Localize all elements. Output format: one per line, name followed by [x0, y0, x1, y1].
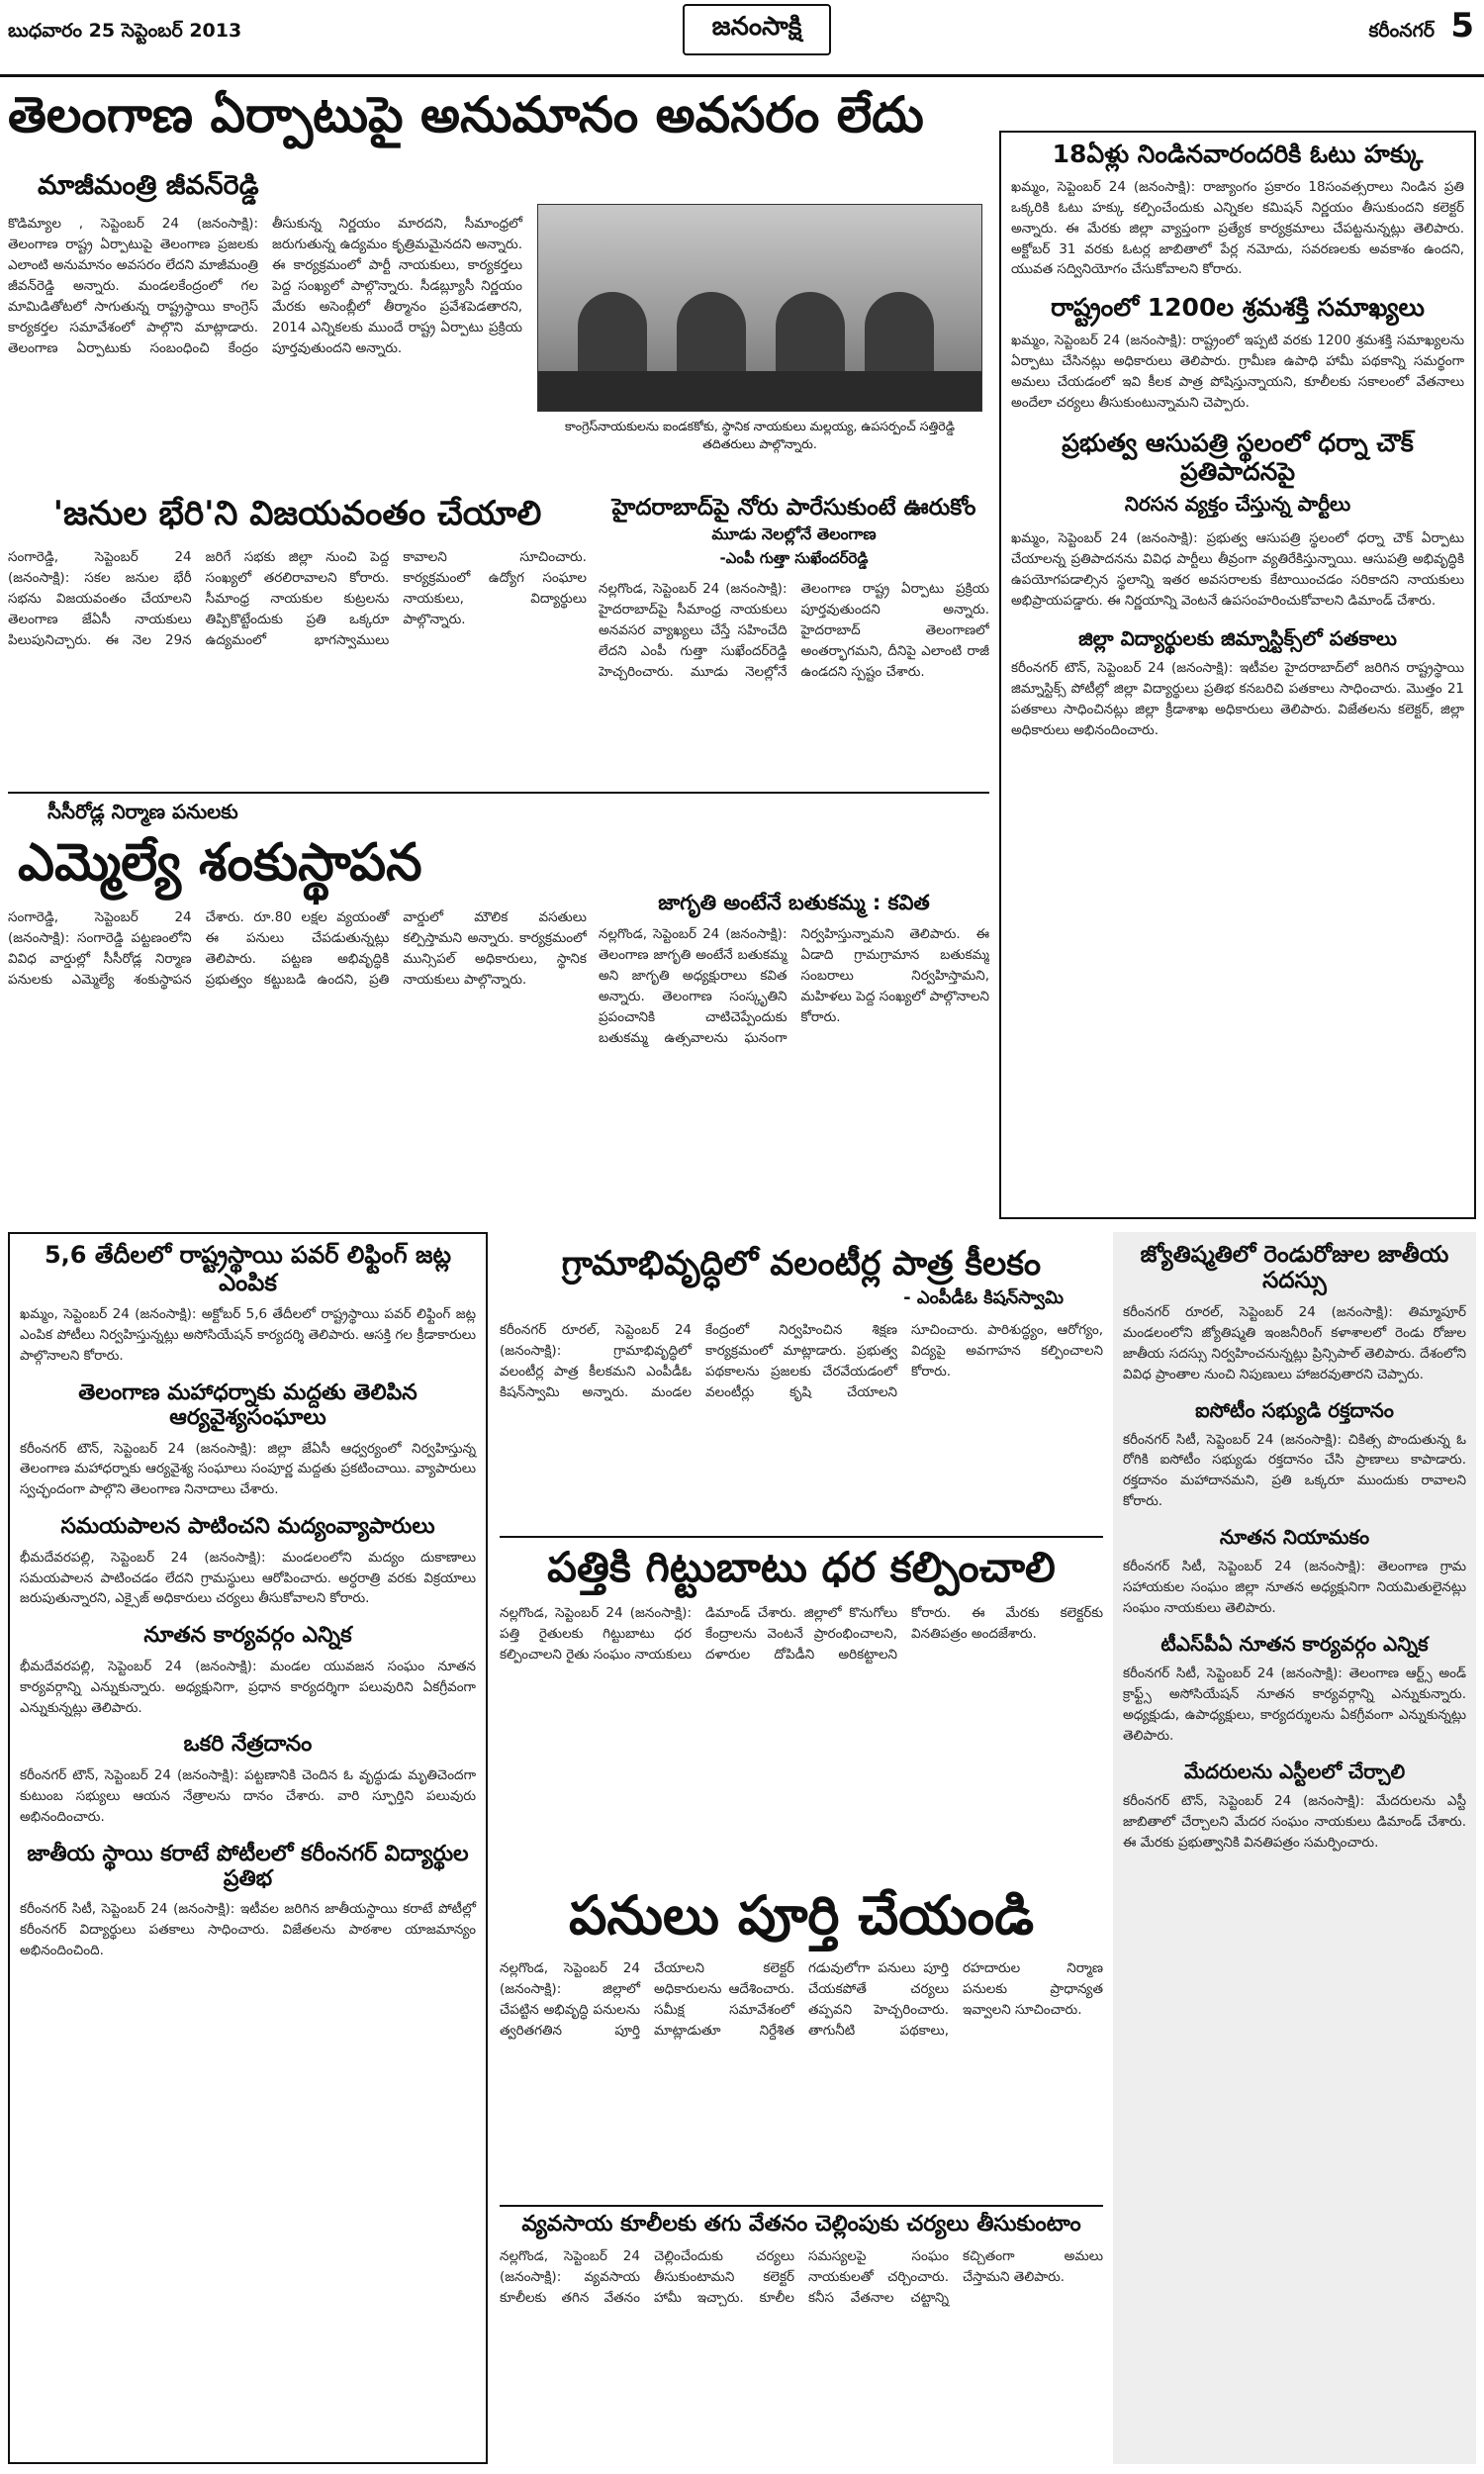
main-body: కొడిమ్యాల , సెప్టెంబర్ 24 (జనంసాక్షి): తెలంగాణ రాష్ట్ర ఏర్పాటుపై తెలంగాణ ప్రజలకు ఎలాంటి అనుమానం అవసరం లేదని మాజీమంత్రి జీవన్‌రెడ్డి అన్నారు. మండలకేంద్రంలో గల మామిడితోటలో సాగుతున్న రాష్ట్రస్థాయి కాంగ్రెస్ కార్యకర్తల సమావేశంలో పాల్గొని మాట్లాడారు. తెలంగాణ ఏర్పాటుకు సంబంధించి కేంద్రం తీసుకున్న నిర్ణయం మారదని, సీమాంధ్రలో జరుగుతున్న ఉద్యమం కృత్రిమమైనదని అన్నారు. ఈ కార్యక్రమంలో పార్టీ నాయకులు, కార్యకర్తలు పెద్ద సంఖ్యలో పాల్గొన్నారు. సీడబ్ల్యూసీ నిర్ణయం మేరకు అసెంబ్లీలో తీర్మానం ప్రవేశపెడతారని, 2014 ఎన్నికలకు ముందే రాష్ట్ర ఏర్పాటు ప్రక్రియ పూర్తవుతుందని అన్నారు.	[8, 216, 522, 356]
left-bottom-box	[8, 1232, 488, 2464]
committee-headline: నూతన కార్యవర్గం ఎన్నిక	[143, 1623, 352, 1649]
works-article	[500, 1885, 1103, 2202]
cotton-body: నల్లగొండ, సెప్టెంబర్ 24 (జనంసాక్షి): పత్తి రైతులకు గిట్టుబాటు ధర కల్పించాలని రైతు సంఘం నాయకులు డిమాండ్ చేశారు. జిల్లాలో కొనుగోలు కేంద్రాలను వెంటనే ప్రారంభించాలని, దళారుల దోపిడీని అరికట్టాలని కోరారు. ఈ మేరకు కలెక్టర్‌కు వినతిపత్రం అందజేశారు.	[500, 1605, 1103, 1664]
arya-body: కరీంనగర్ టౌన్, సెప్టెంబర్ 24 (జనంసాక్షి): జిల్లా జేఏసీ ఆధ్వర్యంలో నిర్వహిస్తున్న తెలంగాణ మహాధర్నాకు ఆర్యవైశ్య సంఘాలు సంపూర్ణ మద్దతు ప్రకటించాయి. వ్యాపారులు స్వచ్ఛందంగా పాల్గొని తెలంగాణ నినాదాలు చేశారు.	[20, 1440, 476, 1498]
gymnastics-headline: జిల్లా విద్యార్థులకు జిమ్నాస్టిక్స్‌లో పతకాలు	[1078, 625, 1397, 650]
main-photo	[537, 204, 982, 412]
shramashakti-body: ఖమ్మం, సెప్టెంబర్ 24 (జనంసాక్షి): రాష్ట్రంలో ఇప్పటి వరకు 1200 శ్రమశక్తి సమాఖ్యలను ఏర్పాటు చేసినట్లు అధికారులు తెలిపారు. గ్రామీణ ఉపాధి హామీ పథకాన్ని సమర్థంగా అమలు చేయడంలో ఇవి కీలక పాత్ర పోషిస్తున్నాయని, కూలీలకు సకాలంలో వేతనాలు అందేలా చర్యలు తీసుకుంటున్నామని చెప్పారు.	[1011, 333, 1464, 411]
tspa-body: కరీంనగర్ సిటీ, సెప్టెంబర్ 24 (జనంసాక్షి): తెలంగాణ ఆర్ట్స్ అండ్ క్రాఫ్ట్స్ అసోసియేషన్ నూతన కార్యవర్గాన్ని ఎన్నుకున్నారు. అధ్యక్షుడు, ఉపాధ్యక్షులు, కార్యదర్శులను ఏకగ్రీవంగా ఎన్నుకున్నట్లు తెలిపారు.	[1123, 1665, 1466, 1744]
eye-donation-body: కరీంనగర్ టౌన్, సెప్టెంబర్ 24 (జనంసాక్షి): పట్టణానికి చెందిన ఓ వృద్ధుడు మృతిచెందగా కుటుంబ సభ్యులు ఆయన నేత్రాలను దానం చేశారు. వారి స్ఫూర్తిని పలువురు అభినందించారు.	[20, 1766, 476, 1825]
jagruthi-body: నల్లగొండ, సెప్టెంబర్ 24 (జనంసాక్షి): తెలంగాణ జాగృతి అంటేనే బతుకమ్మ అని జాగృతి అధ్యక్షురాలు కవిత అన్నారు. తెలంగాణ సంస్కృతిని ప్రపంచానికి చాటిచెప్పేందుకు బతుకమ్మ ఉత్సవాలను ఘనంగా నిర్వహిస్తున్నామని తెలిపారు. ఈ ఏడాది గ్రామగ్రామాన బతుకమ్మ సంబరాలు నిర్వహిస్తామని, మహిళలు పెద్ద సంఖ్యలో పాల్గొనాలని కోరారు.	[599, 926, 989, 1046]
grama-headline: గ్రామాభివృద్ధిలో వలంటీర్ల పాత్ర కీలకం	[561, 1245, 1042, 1284]
main-headline: తెలంగాణ ఏర్పాటుపై అనుమానం అవసరం లేదు	[8, 87, 924, 143]
jagruthi-article	[599, 891, 989, 1215]
edition-name: కరీంనగర్	[1368, 20, 1435, 42]
agri-labour-article	[500, 2212, 1103, 2464]
mla-article	[8, 800, 587, 1215]
janula-body: సంగారెడ్డి, సెప్టెంబర్ 24 (జనంసాక్షి): సకల జనుల భేరీ సభను విజయవంతం చేయాలని తెలంగాణ జేఏసీ నాయకులు పిలుపునిచ్చారు. ఈ నెల 29న జరిగే సభకు జిల్లా నుంచి పెద్ద సంఖ్యలో తరలిరావాలని కోరారు. సీమాంధ్ర నాయకుల కుట్రలను తిప్పికొట్టేందుకు ప్రతి ఒక్కరూ ఉద్యమంలో భాగస్వాములు కావాలని సూచించారు. కార్యక్రమంలో ఉద్యోగ సంఘాల నాయకులు, విద్యార్థులు పాల్గొన్నారు.	[8, 549, 587, 648]
hyderabad-byline: -ఎంపీ గుత్తా సుఖేందర్‌రెడ్డి	[719, 549, 869, 568]
grama-article	[500, 1245, 1103, 1532]
arya-headline: తెలంగాణ మహాధర్నాకు మద్దతు తెలిపిన ఆర్యవైశ్యసంఘాలు	[78, 1380, 417, 1431]
mla-kicker: సీసీరోడ్ల నిర్మాణ పనులకు	[47, 800, 238, 823]
janula-article	[8, 495, 587, 787]
works-body: నల్లగొండ, సెప్టెంబర్ 24 (జనంసాక్షి): జిల్లాలో చేపట్టిన అభివృద్ధి పనులను త్వరితగతిన పూర్తి చేయాలని కలెక్టర్ అధికారులను ఆదేశించారు. సమీక్ష సమావేశంలో మాట్లాడుతూ నిర్దేశిత గడువులోగా పనులు పూర్తి చేయకపోతే చర్యలు తప్పవని హెచ్చరించారు. తాగునీటి పథకాలు, రహదారుల నిర్మాణ పనులకు ప్రాధాన్యత ఇవ్వాలని సూచించారు.	[500, 1960, 1103, 2039]
dharna-headline: ప్రభుత్వ ఆసుపత్రి స్థలంలో ధర్నా చౌక్ ప్రతిపాదనపై	[1062, 428, 1414, 486]
hyderabad-article	[599, 495, 989, 787]
medara-body: కరీంనగర్ టౌన్, సెప్టెంబర్ 24 (జనంసాక్షి): మేదరులను ఎస్టీ జాబితాలో చేర్చాలని మేదర సంఘం నాయకులు డిమాండ్ చేశారు. ఈ మేరకు ప్రభుత్వానికి వినతిపత్రం సమర్పించారు.	[1123, 1792, 1466, 1851]
power-headline: 5,6 తేదీలలో రాష్ట్రస్థాయి పవర్ లిఫ్టింగ్ జట్ల ఎంపిక	[44, 1241, 452, 1296]
main-photo-caption: కాంగ్రెస్‌నాయకులను ఐండకకోకు, స్థానిక నాయకులు మల్లయ్య, ఉపసర్పంచ్ సత్తిరెడ్డి తదితరులు పాల్గొన్నారు.	[565, 419, 955, 451]
dharna-subheadline: నిరసన వ్యక్తం చేస్తున్న పార్టీలు	[1124, 492, 1351, 517]
blood-headline: ఐసోటీం సభ్యుడి రక్తదానం	[1195, 1397, 1394, 1422]
eye-donation-headline: ఒకరి నేత్రదానం	[183, 1732, 313, 1758]
liquor-headline: సమయపాలన పాటించని మద్యంవ్యాపారులు	[60, 1514, 435, 1540]
section-divider	[500, 2205, 1103, 2207]
right-bottom-column	[1113, 1232, 1476, 2464]
right-top-box	[999, 131, 1476, 1219]
dharna-body: ఖమ్మం, సెప్టెంబర్ 24 (జనంసాక్షి): ప్రభుత్వ ఆసుపత్రి స్థలంలో ధర్నా చౌక్ ఏర్పాటు చేయాలన్న ప్రతిపాదనను వివిధ పార్టీలు తీవ్రంగా వ్యతిరేకిస్తున్నాయి. ఆసుపత్రి అభివృద్ధికి ఉపయోగపడాల్సిన స్థలాన్ని ఇతర అవసరాలకు కేటాయించడం సరికాదని నాయకులు అభిప్రాయపడ్డారు. ఈ నిర్ణయాన్ని వెంటనే ఉపసంహరించుకోవాలని డిమాండ్ చేశారు.	[1011, 530, 1464, 610]
karate-headline: జాతీయ స్థాయి కరాటే పోటీలలో కరీంనగర్ విద్యార్థుల ప్రతిభ	[27, 1841, 469, 1891]
shramashakti-headline: రాష్ట్రంలో 1200ల శ్రమశక్తి సమాఖ్యలు	[1051, 293, 1425, 323]
main-article	[8, 87, 987, 483]
grama-body: కరీంనగర్ రూరల్, సెప్టెంబర్ 24 (జనంసాక్షి): గ్రామాభివృద్ధిలో వలంటీర్ల పాత్ర కీలకమని ఎంపీడీఓ కిషన్‌స్వామి అన్నారు. మండల కేంద్రంలో నిర్వహించిన శిక్షణ కార్యక్రమంలో మాట్లాడారు. ప్రభుత్వ పథకాలను ప్రజలకు చేరవేయడంలో వలంటీర్లు కృషి చేయాలని సూచించారు. పారిశుద్ధ్యం, ఆరోగ్యం, విద్యపై అవగాహన కల్పించాలని కోరారు.	[500, 1322, 1103, 1400]
tspa-headline: టీఎస్‌పీఏ నూతన కార్యవర్గం ఎన్నిక	[1160, 1632, 1429, 1657]
works-headline: పనులు పూర్తి చేయండి	[568, 1885, 1035, 1947]
mla-headline: ఎమ్మెల్యే శంకుస్థాపన	[18, 833, 422, 893]
appointment-body: కరీంనగర్ సిటీ, సెప్టెంబర్ 24 (జనంసాక్షి): తెలంగాణ గ్రామ సహాయకుల సంఘం జిల్లా నూతన అధ్యక్షునిగా నియమితులైనట్లు సంఘం నాయకులు తెలిపారు.	[1123, 1559, 1466, 1617]
agri-labour-body: నల్లగొండ, సెప్టెంబర్ 24 (జనంసాక్షి): వ్యవసాయ కూలీలకు తగిన వేతనం చెల్లించేందుకు చర్యలు తీసుకుంటామని కలెక్టర్ హామీ ఇచ్చారు. కూలీల సమస్యలపై సంఘం నాయకులతో చర్చించారు. కనీస వేతనాల చట్టాన్ని కచ్చితంగా అమలు చేస్తామని తెలిపారు.	[500, 2248, 1103, 2307]
hyderabad-subheadline: మూడు నెలల్లోనే తెలంగాణ	[711, 524, 877, 544]
janula-headline: 'జనుల భేరి'ని విజయవంతం చేయాలి	[52, 495, 542, 533]
liquor-body: భీమదేవరపల్లి, సెప్టెంబర్ 24 (జనంసాక్షి): మండలంలోని మద్యం దుకాణాలు సమయపాలన పాటించడం లేదని గ్రామస్థులు ఆరోపించారు. అర్ధరాత్రి వరకు విక్రయాలు జరుపుతున్నారని, ఎక్సైజ్ అధికారులు చర్యలు తీసుకోవాలని కోరారు.	[20, 1549, 476, 1607]
appointment-headline: నూతన నియామకం	[1219, 1525, 1370, 1550]
page-header	[0, 0, 1484, 77]
jagruthi-headline: జాగృతి అంటేనే బతుకమ్మ : కవిత	[658, 891, 930, 914]
blood-body: కరీంనగర్ సిటీ, సెప్టెంబర్ 24 (జనంసాక్షి): చికిత్స పొందుతున్న ఓ రోగికి ఐసోటీం సభ్యుడు రక్తదానం చేసి ప్రాణాలు కాపాడారు. రక్తదానం మహాదానమని, ప్రతి ఒక్కరూ ముందుకు రావాలని కోరారు.	[1123, 1431, 1466, 1510]
jyothi-headline: జ్యోతిష్మతిలో రెండురోజుల జాతీయ సదస్సు	[1140, 1242, 1449, 1294]
masthead-logo: జనంసాక్షి	[683, 4, 831, 55]
vote-headline: 18ఏళ్లు నిండినవారందరికి ఓటు హక్కు	[1052, 140, 1424, 168]
committee-body: భీమదేవరపల్లి, సెప్టెంబర్ 24 (జనంసాక్షి): మండల యువజన సంఘం నూతన కార్యవర్గాన్ని ఎన్నుకున్నారు. అధ్యక్షునిగా, ప్రధాన కార్యదర్శిగా పలువురిని ఏకగ్రీవంగా ఎన్నుకున్నట్లు తెలిపారు.	[20, 1658, 476, 1716]
page-number: 5	[1450, 6, 1474, 46]
karate-body: కరీంనగర్ సిటీ, సెప్టెంబర్ 24 (జనంసాక్షి): ఇటీవల జరిగిన జాతీయస్థాయి కరాటే పోటీల్లో కరీంనగర్ విద్యార్థులు పతకాలు సాధించారు. విజేతలను పాఠశాల యాజమాన్యం అభినందించింది.	[20, 1901, 476, 1958]
issue-date: బుధవారం 25 సెప్టెంబర్ 2013	[8, 20, 242, 42]
hyderabad-headline: హైదరాబాద్‌పై నోరు పారేసుకుంటే ఊరుకోం	[611, 495, 976, 521]
hyderabad-body: నల్లగొండ, సెప్టెంబర్ 24 (జనంసాక్షి): హైదరాబాద్‌పై సీమాంధ్ర నాయకులు అనవసర వ్యాఖ్యలు చేస్తే సహించేది లేదని ఎంపీ గుత్తా సుఖేందర్‌రెడ్డి హెచ్చరించారు. మూడు నెలల్లోనే తెలంగాణ రాష్ట్ర ఏర్పాటు ప్రక్రియ పూర్తవుతుందని అన్నారు. హైదరాబాద్ తెలంగాణలో అంతర్భాగమని, దీనిపై ఎలాంటి రాజీ ఉండదని స్పష్టం చేశారు.	[599, 581, 989, 681]
mla-body: సంగారెడ్డి, సెప్టెంబర్ 24 (జనంసాక్షి): సంగారెడ్డి పట్టణంలోని వివిధ వార్డుల్లో సీసీరోడ్ల నిర్మాణ పనులకు ఎమ్మెల్యే శంకుస్థాపన చేశారు. రూ.80 లక్షల వ్యయంతో ఈ పనులు చేపడుతున్నట్లు తెలిపారు. పట్టణ అభివృద్ధికి ప్రభుత్వం కట్టుబడి ఉందని, ప్రతి వార్డులో మౌలిక వసతులు కల్పిస్తామని అన్నారు. కార్యక్రమంలో మున్సిపల్ అధికారులు, స్థానిక నాయకులు పాల్గొన్నారు.	[8, 908, 587, 988]
vote-body: ఖమ్మం, సెప్టెంబర్ 24 (జనంసాక్షి): రాజ్యాంగం ప్రకారం 18సంవత్సరాలు నిండిన ప్రతి ఒక్కరికి ఓటు హక్కు కల్పించేందుకు ఎన్నికల కమిషన్ నిర్ణయం తీసుకుందని కలెక్టర్ అన్నారు. ఈ మేరకు జిల్లా వ్యాప్తంగా ప్రత్యేక కార్యక్రమాలు చేపట్టనున్నట్లు తెలిపారు. అక్టోబర్ 31 వరకు ఓటర్ల జాబితాలో పేర్ల నమోదు, సవరణలకు అవకాశం ఉందని, యువత సద్వినియోగం చేసుకోవాలని కోరారు.	[1011, 178, 1464, 278]
section-divider	[500, 1536, 1103, 1538]
cotton-headline: పత్తికి గిట్టుబాటు ధర కల్పించాలి	[547, 1544, 1056, 1591]
power-body: ఖమ్మం, సెప్టెంబర్ 24 (జనంసాక్షి): అక్టోబర్ 5,6 తేదీలలో రాష్ట్రస్థాయి పవర్ లిఫ్టింగ్ జట్ల ఎంపిక పోటీలు నిర్వహిస్తున్నట్లు అసోసియేషన్ కార్యదర్శి తెలిపారు. ఆసక్తి గల క్రీడాకారులు పాల్గొనాలని కోరారు.	[20, 1306, 476, 1365]
agri-labour-headline: వ్యవసాయ కూలీలకు తగు వేతనం చెల్లింపుకు చర్యలు తీసుకుంటాం	[521, 2212, 1081, 2236]
grama-byline: - ఎంపీడీఓ కిషన్‌స్వామి	[903, 1287, 1064, 1309]
medara-headline: మేదరులను ఎస్టీలలో చేర్చాలి	[1183, 1759, 1406, 1783]
cotton-article	[500, 1544, 1103, 1880]
jyothi-body: కరీంనగర్ రూరల్, సెప్టెంబర్ 24 (జనంసాక్షి): తిమ్మాపూర్ మండలంలోని జ్యోతిష్మతి ఇంజనీరింగ్ కళాశాలలో రెండు రోజుల జాతీయ సదస్సు నిర్వహించనున్నట్లు ప్రిన్సిపాల్ తెలిపారు. దేశంలోని వివిధ ప్రాంతాల నుంచి నిపుణులు హాజరవుతారని చెప్పారు.	[1123, 1303, 1466, 1382]
section-divider	[8, 792, 989, 794]
gymnastics-body: కరీంనగర్ టౌన్, సెప్టెంబర్ 24 (జనంసాక్షి): ఇటీవల హైదరాబాద్‌లో జరిగిన రాష్ట్రస్థాయి జిమ్నాస్టిక్స్ పోటీల్లో జిల్లా విద్యార్థులు ప్రతిభ కనబరిచి పతకాలు సాధించారు. మొత్తం 21 పతకాలు సాధించినట్లు జిల్లా క్రీడాశాఖ అధికారులు తెలిపారు. విజేతలను కలెక్టర్, జిల్లా అధికారులు అభినందించారు.	[1011, 659, 1464, 738]
main-byline: మాజీమంత్రి జీవన్‌రెడ్డి	[38, 170, 259, 201]
